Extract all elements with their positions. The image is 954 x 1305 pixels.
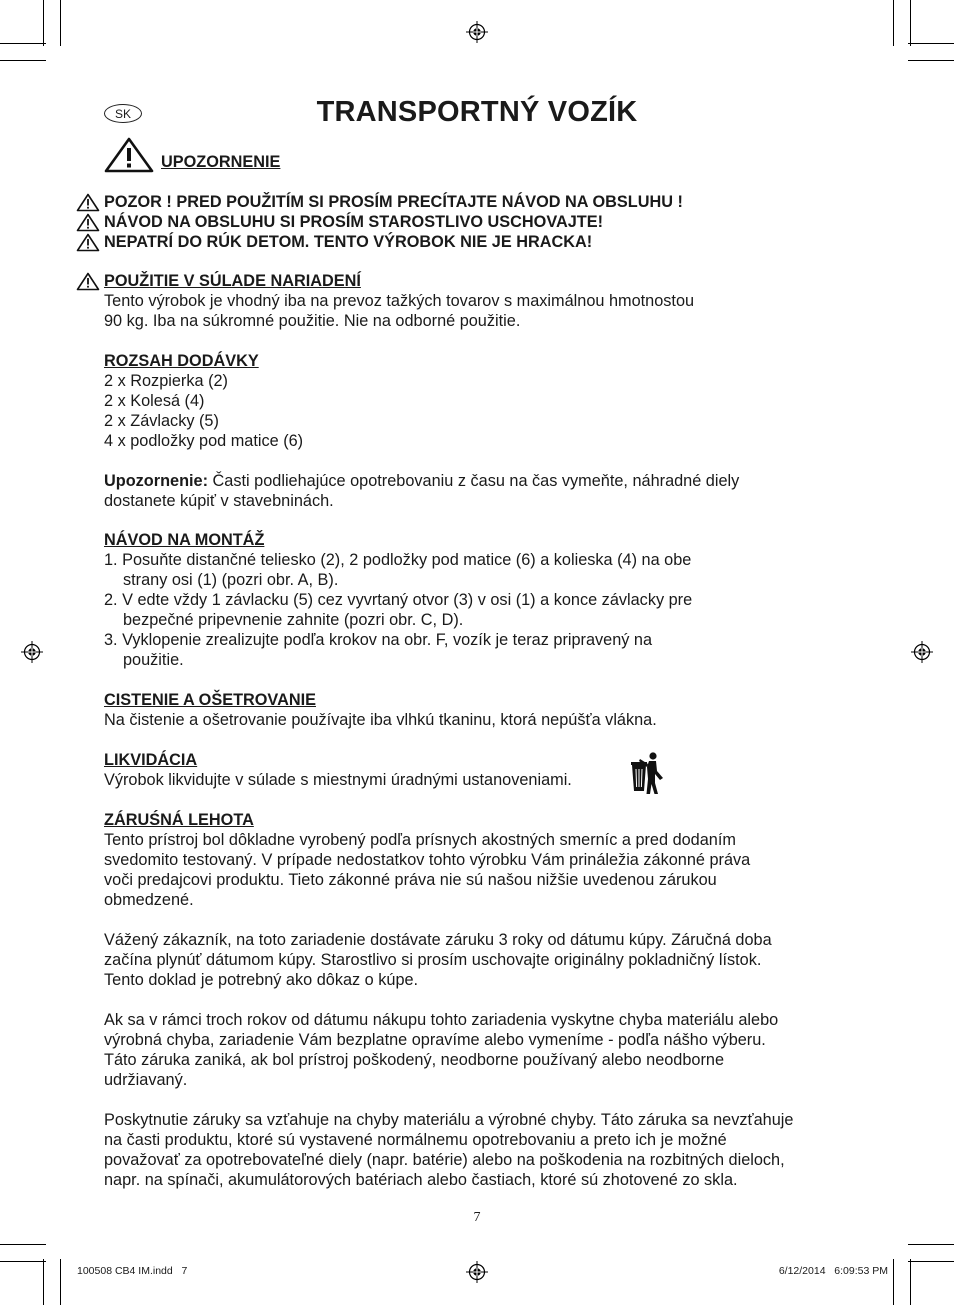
note-text: dostanete kúpiť v stavebninách.: [104, 492, 334, 510]
slug-file-info: 100508 CB4 IM.indd 7: [77, 1265, 188, 1277]
scope-heading: ROZSAH DODÁVKY: [104, 352, 259, 370]
slug-timestamp: 6/12/2014 6:09:53 PM: [778, 1265, 888, 1277]
crop-mark: [0, 43, 46, 44]
warning-triangle-icon: [76, 193, 100, 212]
warranty-text: Tento prístroj bol dôkladne vyrobený podľa prísnych akostných smerníc a pred dodaním: [104, 831, 736, 849]
warning-heading: UPOZORNENIE: [161, 153, 281, 171]
warranty-heading: ZÁRUŚNÁ LEHOTA: [104, 811, 254, 829]
warning-text: POZOR ! PRED POUŽITÍM SI PROSÍM PRECÍTAJTE NÁVOD NA OBSLUHU !: [104, 193, 683, 211]
warranty-text: výrobná chyba, zariadenie Vám bezplatne opravíme alebo vymeníme - podľa nášho výberu.: [104, 1031, 766, 1049]
crop-mark: [893, 0, 894, 46]
assembly-step: [104, 590, 692, 630]
disposal-text: Výrobok likvidujte v súlade s miestnymi úradnými ustanoveniami.: [104, 771, 572, 789]
crop-mark: [43, 1259, 44, 1305]
warning-triangle-icon: [76, 272, 100, 291]
usage-heading: POUŽITIE V SÚLADE NARIADENÍ: [104, 272, 361, 290]
note-paragraph: [104, 471, 739, 491]
warning-triangle-icon: [76, 213, 100, 232]
scope-item: 2 x Kolesá (4): [104, 392, 205, 410]
warranty-text: považovať za opotrebovateľné diely (napr. batérie) alebo na poškodenia na rozbitných dieloch,: [104, 1151, 785, 1169]
scope-item: 2 x Rozpierka (2): [104, 372, 228, 390]
warning-triangle-icon: [104, 137, 154, 173]
note-text: Časti podliehajúce opotrebovaniu z času na čas vymeňte, náhradné diely: [208, 472, 740, 490]
scope-item: 4 x podložky pod matice (6): [104, 432, 304, 450]
warning-text: NEPATRÍ DO RÚK DETOM. TENTO VÝROBOK NIE JE HRACKA!: [104, 233, 593, 251]
assembly-step-text: 2. V edte vždy 1 závlacku (5) cez vyvrtaný otvor (3) v osi (1) a konce závlacky pre: [104, 591, 693, 609]
disposal-heading: LIKVIDÁCIA: [104, 751, 198, 769]
assembly-step-text: strany osi (1) (pozri obr. A, B).: [123, 571, 339, 589]
language-badge: SK: [104, 104, 142, 123]
crop-mark: [0, 1244, 46, 1245]
warranty-text: obmedzené.: [104, 891, 194, 909]
cleaning-text: Na čistenie a ošetrovanie používajte iba vlhkú tkaninu, ktorá nepúšťa vlákna.: [104, 711, 657, 729]
warranty-text: voči predajcovi produktu. Tieto zákonné práva nie sú našou nižšie uvedenou zárukou: [104, 871, 717, 889]
warranty-text: Poskytnutie záruky sa vzťahuje na chyby materiálu a výrobné chyby. Táto záruka sa nevzťahuje: [104, 1111, 794, 1129]
crop-mark: [910, 1259, 911, 1305]
crop-mark: [908, 43, 954, 44]
crop-mark: [910, 0, 911, 46]
crop-mark: [893, 1259, 894, 1305]
assembly-step-text: 3. Vyklopenie zrealizujte podľa krokov na obr. F, vozík je teraz pripravený na: [104, 631, 653, 649]
crop-mark: [908, 1244, 954, 1245]
usage-text: Tento výrobok je vhodný iba na prevoz tažkých tovarov s maximálnou hmotnostou: [104, 292, 695, 310]
warranty-text: Tento doklad je potrebný ako dôkaz o kúpe.: [104, 971, 419, 989]
assembly-step: [104, 630, 652, 670]
crop-mark: [908, 1261, 954, 1262]
crop-mark: [60, 0, 61, 46]
assembly-step-text: bezpečné pripevnenie zahnite (pozri obr. C, D).: [123, 611, 464, 629]
registration-mark-icon: [466, 1261, 488, 1283]
assembly-step-text: použitie.: [123, 651, 184, 669]
page-title: TRANSPORTNÝ VOZÍK: [316, 96, 638, 128]
page-number: 7: [473, 1210, 481, 1225]
crop-mark: [908, 60, 954, 61]
trash-bin-icon: [630, 751, 666, 795]
scope-item: 2 x Závlacky (5): [104, 412, 219, 430]
warning-text: NÁVOD NA OBSLUHU SI PROSÍM STAROSTLIVO USCHOVAJTE!: [104, 213, 604, 231]
crop-mark: [0, 1261, 46, 1262]
warranty-text: začína plynúť dátumom kúpy. Starostlivo si prosím uschovajte originálny pokladničný lístok.: [104, 951, 762, 969]
assembly-step-text: 1. Posuňte distančné teliesko (2), 2 podložky pod matice (6) a kolieska (4) na obe: [104, 551, 692, 569]
warranty-text: udržiavaný.: [104, 1071, 188, 1089]
registration-mark-icon: [21, 641, 43, 663]
cleaning-heading: CISTENIE A OŠETROVANIE: [104, 691, 316, 709]
usage-text: 90 kg. Iba na súkromné použitie. Nie na odborné použitie.: [104, 312, 521, 330]
warranty-text: Ak sa v rámci troch rokov od dátumu nákupu tohto zariadenia vyskytne chyba materiálu alebo: [104, 1011, 779, 1029]
assembly-step: [104, 550, 691, 590]
note-label: Upozornenie:: [104, 472, 209, 490]
warranty-text: Vážený zákazník, na toto zariadenie dostávate záruku 3 roky od dátumu kúpy. Záručná doba: [104, 931, 772, 949]
registration-mark-icon: [466, 21, 488, 43]
registration-mark-icon: [911, 641, 933, 663]
crop-mark: [60, 1259, 61, 1305]
warning-triangle-icon: [76, 233, 100, 252]
assembly-heading: NÁVOD NA MONTÁŽ: [104, 531, 265, 549]
crop-mark: [0, 60, 46, 61]
warranty-text: Táto záruka zaniká, ak bol prístroj poškodený, neodborne používaný alebo neodborne: [104, 1051, 724, 1069]
warranty-text: na časti produktu, ktoré sú vystavené normálnemu opotrebovaniu a preto ich je možné: [104, 1131, 727, 1149]
crop-mark: [43, 0, 44, 46]
warranty-text: napr. na spínači, akumulátorových batériach alebo častiach, ktoré sú zhotovené zo skla.: [104, 1171, 738, 1189]
warranty-text: svedomito testovaný. V prípade nedostatkov tohto výrobku Vám prináležia zákonné práva: [104, 851, 751, 869]
